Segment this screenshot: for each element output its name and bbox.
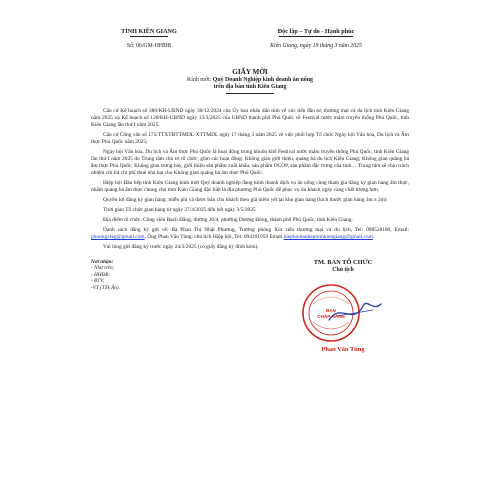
addressee-line-2: trên địa bàn tỉnh Kiên Giang — [213, 84, 287, 90]
seal-text-ban: BAN — [326, 307, 336, 313]
seal-and-signature — [277, 280, 409, 344]
seal-text-chap-hanh: CHẤP HÀNH — [317, 313, 345, 319]
contact-text-2: . Ông Phan Văn Tùng, chủ tịch Hiệp hội, Tel: 094391959 Email — [144, 233, 284, 240]
addressee-line — [91, 77, 409, 84]
contact-text-3: . — [372, 233, 375, 240]
paragraph-invitation: Hiệp hội Đầu bếp tỉnh Kiên Giang kính mời Quý doanh nghiệp đang kinh doanh dịch vụ ăn uống cùng tham gia đăng ký gian hàng ẩm thực, nhằm quảng bá ẩm thực chung cho tỉnh Kiên Giang đặc biệt là địa phương Phú Quốc để phục vụ du khách ngày càng chất lượng hơn. — [91, 179, 409, 193]
paragraph-deadline: Vui lòng gửi đăng ký trước ngày 24/3/2025 (có giấy đăng ký đính kèm). — [103, 244, 259, 250]
title-underline — [226, 93, 274, 94]
addressee-target: Quý Doanh Nghiệp kinh doanh ăn uống — [212, 77, 313, 83]
paragraph-benefits: Quyền lợi đăng ký gian hàng: miễn phí và được bán cho khách theo giá niêm yết tại khu gian hàng (kích thước gian hàng 3m x 2m) — [103, 196, 387, 203]
national-motto: Độc lập – Tự do - Hạnh phúc — [277, 28, 355, 35]
paragraph-event-description: Ngày hội Văn hóa, Du lịch và Ẩm thực Phú Quốc là hoạt động trong khuôn khổ Festival nước mắm truyền thống Phú Quốc, tỉnh Kiên Giang lần thứ I năm 2025 do Trung tâm chủ trì tổ chức, gồm các hoạt động: Không gian giới thiệu, quảng bá du lịch Kiên Giang; Không gian quảng bá ẩm thực Phú Quốc; Không gian trưng bày, giới thiệu sản phẩm xuất khẩu, sản phẩm OCOP, sản phẩm đặc trưng của tỉnh… Trung tâm sẽ chịu trách nhiệm chi trả chi phí thuê nhà bạt cho Không gian quảng bá ẩm thực Phú Quốc. — [91, 148, 409, 176]
place-date-line: Kiên Giang, ngày 19 tháng 3 năm 2025 — [270, 43, 362, 49]
contact-text-1: Danh sách đăng ký gửi về: Bà Phan Thị Nhật Phương, Trưởng phòng Xúc tiến thương mại và du lịch, Tel: 098528180, Email: — [103, 227, 409, 233]
document-number: Số: 06/GM-HHĐB — [126, 43, 172, 49]
paragraph-legal-basis-1: Căn cứ Kế hoạch số 380/KH-UBND ngày 30/12/2024 của Ủy ban nhân dân tỉnh về xúc tiến đầu tư, thương mại và du lịch tỉnh Kiên Giang năm 2025 và Kế hoạch số 128/KH-UBND ngày 13/3/2025 của UBND thành phố Phú Quốc về Festival nước mắm truyền thống Phú Quốc, tỉnh Kiên Giang lần thứ I năm 2025. — [91, 108, 409, 128]
signer-block — [277, 259, 409, 354]
issuing-organization: TỈNH KIÊN GIANG — [121, 28, 177, 35]
paragraph-event-time: Thời gian Tổ chức gian hàng từ ngày 27/4/2025 đến hết ngày 3/5/2025 — [103, 206, 256, 213]
invitation-letter — [91, 28, 409, 480]
email-link-phuong[interactable]: phuongxtkg@gmail.com — [91, 233, 145, 240]
recipient-item: - HHĐB; — [91, 271, 111, 278]
signer-name: Phan Văn Tùng — [321, 345, 365, 353]
recipient-item: - Như trên; — [91, 265, 115, 272]
signer-organization: TM. BAN TỔ CHỨC — [313, 258, 373, 266]
recipient-item: - BTV; — [91, 278, 105, 285]
motto-underline — [279, 36, 353, 37]
document-header — [91, 28, 409, 64]
signer-role: Chủ tịch — [332, 266, 354, 273]
recipients-title: Nơi nhận: — [91, 258, 114, 265]
paragraph-registration-contacts — [91, 227, 409, 241]
document-title: GIẤY MỜI — [232, 68, 268, 76]
header-left — [91, 28, 207, 50]
document-body — [91, 108, 409, 251]
header-right — [223, 28, 409, 50]
org-underline — [130, 36, 168, 37]
email-link-association[interactable]: hiephoidaubeptinhkiengiang@gmail.com — [283, 233, 373, 240]
recipients-block — [91, 259, 211, 291]
paragraph-legal-basis-2: Căn cứ Công văn số 175/TTXTĐTTMDL-XTTMDL ngày 17 tháng 3 năm 2025 về việc phối hợp Tổ chức Ngày hội Văn hóa, Du lịch và Ẩm thực Phú Quốc năm 2025; — [91, 131, 409, 145]
paragraph-venue: Địa điểm tổ chức: Công viên Bạch Đằng, đường 30/4, phường Dương Đông, thành phố Phú Quốc, tỉnh Kiên Giang. — [103, 216, 353, 223]
red-seal-stamp — [301, 282, 385, 344]
addressee-prefix: Kính mời: — [187, 77, 213, 83]
recipient-item: -VT (TTk Ân). — [91, 284, 120, 291]
signature-section — [91, 259, 409, 379]
